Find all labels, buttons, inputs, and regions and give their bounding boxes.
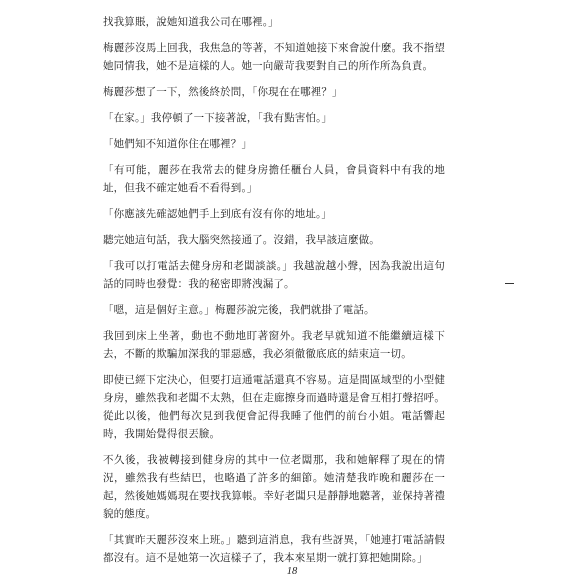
body-text (103, 13, 445, 567)
paragraph: 「她們知不知道你住在哪裡？」 (103, 138, 253, 150)
paragraph: 找我算賬，說她知道我公司在哪裡。」 (103, 16, 279, 28)
margin-dash (505, 283, 514, 284)
paragraph: 不久後，我被轉接到健身房的其中一位老闆那，我和她解釋了現在的情況，雖然我有些結巴，也略過了許多的細節。她清楚我昨晚和麗莎在一起，然後她媽媽現在要找我算帳。幸好老闆只是靜靜地聽著，並保持著禮貌的態度。 (103, 454, 445, 520)
paragraph: 聽完她這句話，我大腦突然接通了。沒錯，我早該這麼做。 (103, 234, 380, 246)
paragraph: 「在家。」我停頓了一下接著說，「我有點害怕。」 (103, 112, 333, 124)
paragraph: 即使已經下定決心，但要打這通電話還真不容易。這是間區域型的小型健身房，雖然我和老闆不太熟，但在走廊擦身而過時還是會互相打聲招呼。從此以後，他們每次見到我便會記得我睡了他們的前台小姐。電話響起時，我開始覺得很丟臉。 (103, 374, 445, 440)
paragraph: 「你應該先確認她們手上到底有沒有你的地址。」 (103, 208, 333, 220)
paragraph: 「有可能，麗莎在我常去的健身房擔任櫃台人員，會員資料中有我的地址，但我不確定她看不看得到。」 (103, 164, 445, 194)
paragraph: 「其實昨天麗莎沒來上班。」聽到這消息，我有些訝異，「她連打電話請假都沒有。這不是她第一次這樣子了，我本來星期一就打算把她開除。」 (103, 534, 445, 564)
paragraph: 梅麗莎沒馬上回我，我焦急的等著，不知道她接下來會說什麼。我不指望她同情我，她不是這樣的人。她一向嚴苛我要對自己的所作所為負責。 (103, 42, 445, 72)
page-number: 18 (286, 566, 298, 577)
paragraph: 「我可以打電話去健身房和老闆談談。」我越說越小聲，因為我說出這句話的同時也發覺：我的秘密即將洩漏了。 (103, 260, 445, 290)
paragraph: 「嗯，這是個好主意。」梅麗莎說完後，我們就掛了電話。 (103, 304, 375, 316)
paragraph: 我回到床上坐著，動也不動地盯著窗外。我老早就知道不能繼續這樣下去，不斷的欺騙加深我的罪惡感，我必須徹徹底底的結束這一切。 (103, 330, 445, 360)
paragraph: 梅麗莎想了一下，然後終於問，「你現在在哪裡？」 (103, 86, 343, 98)
